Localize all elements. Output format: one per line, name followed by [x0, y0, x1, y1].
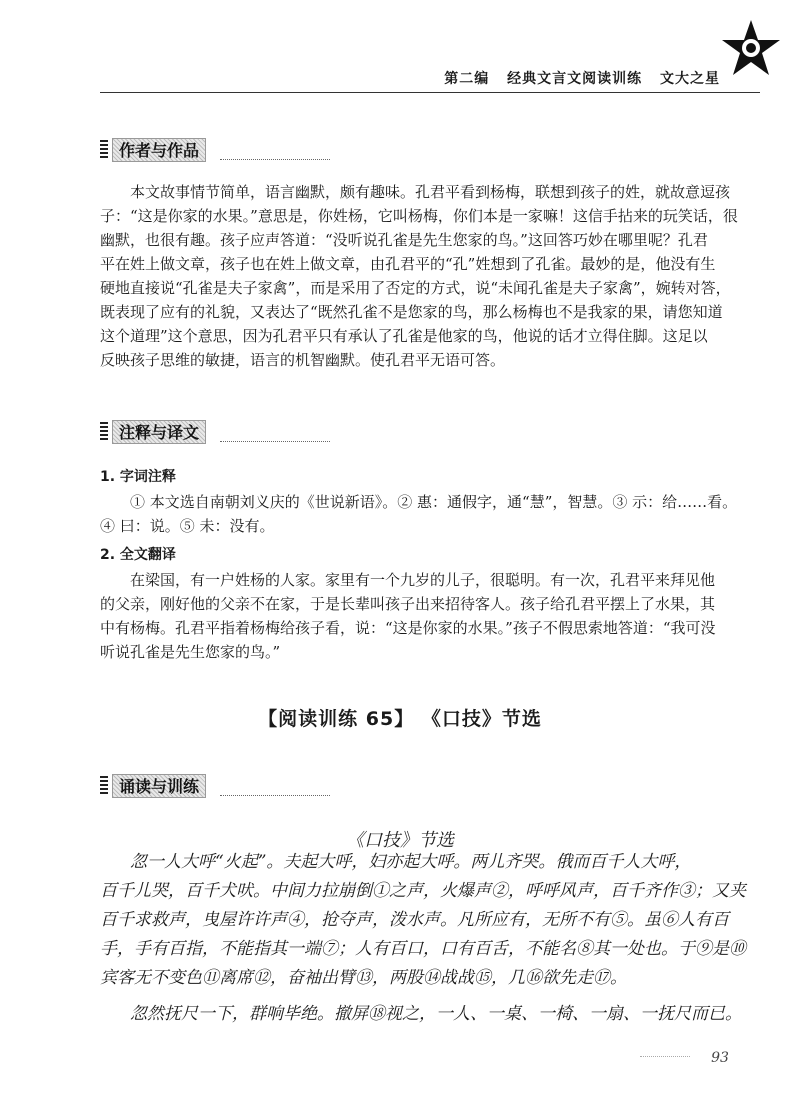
heading-dotline [220, 159, 330, 160]
note-line: ④ 曰：说。⑤ 未：没有。 [100, 517, 275, 535]
excerpt-line: 手，手有百指，不能指其一端⑦；人有百口，口有百舌，不能名⑧其一处也。于⑨是⑩ [100, 939, 746, 959]
para-line: 平在姓上做文章，孩子也在姓上做文章，由孔君平的“孔”姓想到了孔雀。最妙的是，他没有生 [100, 255, 716, 273]
para-line: 既表现了应有的礼貌，又表达了“既然孔雀不是您家的鸟，那么杨梅也不是我家的果，请您知道 [100, 303, 723, 321]
section-heading-reading [100, 774, 340, 798]
excerpt-title: 《口技》节选 [346, 830, 454, 851]
para-line: 反映孩子思维的敏捷，语言的机智幽默。使孔君平无语可答。 [100, 351, 506, 369]
author-paragraph [100, 180, 760, 204]
excerpt-line: 百千儿哭，百千犬吠。中间力拉崩倒①之声，火爆声②，呼呼风声，百千齐作③；又夹 [100, 881, 746, 901]
translation-paragraph-cont [100, 592, 760, 664]
author-paragraph-cont [100, 204, 760, 372]
heading-bars-icon [100, 422, 108, 442]
lesson-title: 【阅读训练 65】 《口技》节选 [258, 708, 542, 730]
excerpt-line: 百千求救声，曳屋许许声④，抢夺声，泼水声。凡所应有，无所不有⑤。虽⑥人有百 [100, 910, 729, 930]
excerpt-paragraph-2 [100, 1000, 760, 1029]
translation-line: 的父亲，刚好他的父亲不在家，于是长辈叫孩子出来招待客人。孩子给孔君平摆上了水果，其 [100, 595, 716, 613]
translation-heading: 2. 全文翻译 [100, 547, 176, 563]
para-line: 幽默，也很有趣。孩子应声答道：“没听说孔雀是先生您家的鸟。”这回答巧妙在哪里呢？孔君 [100, 231, 708, 249]
page-number-dots [640, 1056, 690, 1057]
excerpt-line: 忽一人大呼“火起”。夫起大呼，妇亦起大呼。两儿齐哭。俄而百千人大呼， [130, 852, 692, 872]
section-label: 诵读与训练 [112, 774, 206, 798]
heading-dotline [220, 441, 330, 442]
notes-list-cont [100, 514, 760, 538]
translation-paragraph [100, 568, 760, 592]
section-label: 注释与译文 [112, 420, 206, 444]
heading-dotline [220, 795, 330, 796]
para-line: 硬地直接说“孔雀是夫子家禽”，而是采用了否定的方式，说“未闻孔雀是夫子家禽”，婉转对答， [100, 279, 731, 297]
running-header [400, 66, 760, 88]
excerpt-paragraph-1-cont [100, 877, 760, 993]
para-line: 本文故事情节简单，语言幽默，颇有趣味。孔君平看到杨梅，联想到孩子的姓，就故意逗孩 [130, 183, 731, 201]
para-line: 这个道理”这个意思，因为孔君平只有承认了孔雀是他家的鸟，他说的话才立得住脚。这足以 [100, 327, 708, 345]
translation-line: 中有杨梅。孔君平指着杨梅给孩子看，说：“这是你家的水果。”孩子不假思索地答道：“我可没 [100, 619, 716, 637]
header-series: 文大之星 [660, 71, 720, 87]
section-label: 作者与作品 [112, 138, 206, 162]
notes-heading: 1. 字词注释 [100, 469, 176, 485]
section-heading-notes [100, 420, 340, 444]
excerpt-line: 忽然抚尺一下，群响毕绝。撤屏⑱视之，一人、一桌、一椅、一扇、一抚尺而已。 [130, 1004, 742, 1024]
heading-bars-icon [100, 140, 108, 160]
notes-list [100, 490, 760, 514]
page-number: 93 [711, 1050, 729, 1066]
header-rule [100, 92, 760, 93]
excerpt-line: 宾客无不变色⑪离席⑫，奋袖出臂⑬，两股⑭战战⑮，几⑯欲先走⑰。 [100, 968, 627, 988]
header-book: 经典文言文阅读训练 [507, 71, 643, 87]
translation-line: 在梁国，有一户姓杨的人家。家里有一个九岁的儿子，很聪明。有一次，孔君平来拜见他 [130, 571, 716, 589]
heading-bars-icon [100, 776, 108, 796]
para-line: 子：“这是你家的水果。”意思是，你姓杨，它叫杨梅，你们本是一家嘛！这信手拈来的玩笑话，很 [100, 207, 738, 225]
translation-line: 听说孔雀是先生您家的鸟。” [100, 643, 281, 661]
section-heading-author [100, 138, 340, 162]
header-part: 第二编 [444, 71, 490, 87]
excerpt-paragraph-1 [100, 848, 760, 877]
note-line: ① 本文选自南朝刘义庆的《世说新语》。② 惠：通假字，通“慧”，智慧。③ 示：给……看。 [130, 493, 738, 511]
